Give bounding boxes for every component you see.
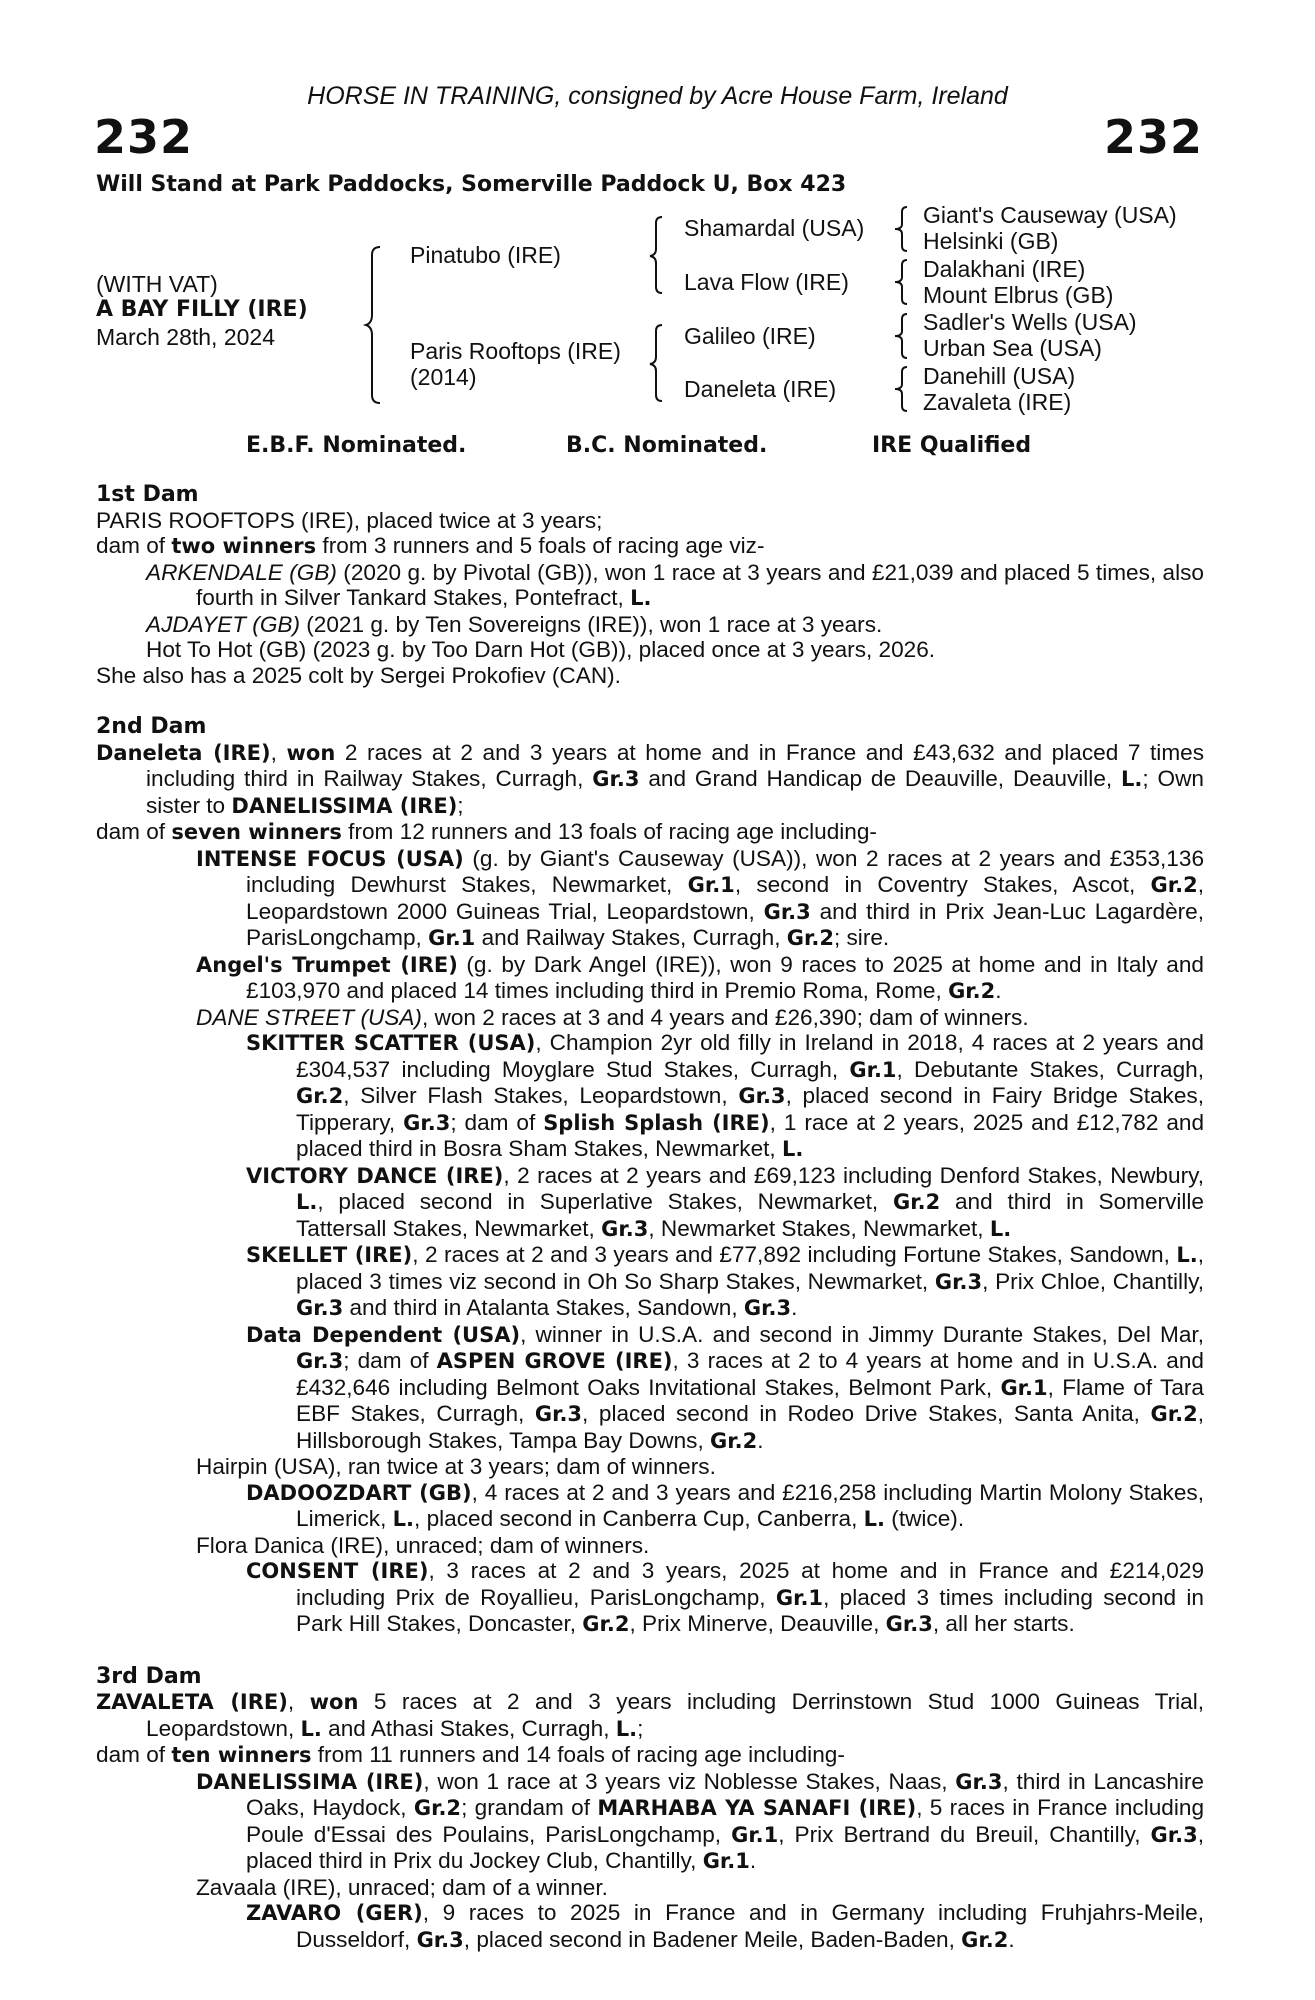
- third-dam-zavaleta: ZAVALETA (IRE), won 5 races at 2 and 3 years including Derrinstown Stud 1000 Guineas Trial, Leopardstown, L. and Athasi Stakes, Curragh, L.;: [96, 1689, 1204, 1741]
- sire-dam: Lava Flow (IRE): [684, 269, 849, 295]
- produce-skitter-scatter: SKITTER SCATTER (USA), Champion 2yr old filly in Ireland in 2018, 4 races at 2 years and £304,537 including Moyglare Stud Stakes, Curragh, Gr.1, Debutante Stakes, Curragh, Gr.2, Silver Flash Stakes, Leopardstown, Gr.3, placed second in Fairy Bridge Stakes, Tipperary, Gr.3; dam of Splish Splash (IRE), 1 race at 2 years, 2025 and £12,782 and placed third in Bosra Sham Stakes, Newmarket, L.: [246, 1030, 1205, 1161]
- produce-dadoozdart: DADOOZDART (GB), 4 races at 2 and 3 years and £216,258 including Martin Molony Stakes, Limerick, L., placed second in Canberra Cup, Canberra, L. (twice).: [246, 1479, 1204, 1531]
- gen3-8: Zavaleta (IRE): [923, 389, 1072, 415]
- catalogue-body: [96, 482, 1204, 1953]
- produce-ajdayet: AJDAYET (GB) (2021 g. by Ten Sovereigns (IRE)), won 1 race at 3 years.: [146, 611, 883, 637]
- third-dam-produce: dam of ten winners from 11 runners and 14 foals of racing age including-: [96, 1742, 845, 1767]
- produce-danelissima: DANELISSIMA (IRE), won 1 race at 3 years viz Noblesse Stakes, Naas, Gr.3, third in Lancashire Oaks, Haydock, Gr.2; grandam of MARHABA YA SANAFI (IRE), 5 races in France including Poule d'Essai des Poulains, ParisLongchamp, Gr.1, Prix Bertrand du Breuil, Chantilly, Gr.3, placed third in Prix du Jockey Club, Chantilly, Gr.1.: [196, 1768, 1205, 1873]
- consignor-line: HORSE IN TRAINING, consigned by Acre House Farm, Ireland: [307, 82, 1008, 110]
- second-dam-produce: dam of seven winners from 12 runners and 13 foals of racing age including-: [96, 819, 877, 844]
- second-dam-daneleta: Daneleta (IRE), won 2 races at 2 and 3 years at home and in France and £43,632 and placed 7 times including third in Railway Stakes, Curragh, Gr.3 and Grand Handicap de Deauville, Deauville, L.; Own sister to DANELISSIMA (IRE);: [96, 739, 1205, 818]
- dam-sire: Galileo (IRE): [684, 323, 816, 349]
- third-dam-heading: 3rd Dam: [96, 1663, 202, 1689]
- lot-number-right: 232: [1103, 110, 1203, 164]
- bc-nomination: B.C. Nominated.: [566, 433, 768, 458]
- gen3-2: Helsinki (GB): [923, 228, 1059, 254]
- second-dam-heading: 2nd Dam: [96, 714, 207, 739]
- dam-name: Paris Rooftops (IRE): [410, 338, 621, 364]
- produce-skellet: SKELLET (IRE), 2 races at 2 and 3 years and £77,892 including Fortune Stakes, Sandown, L., placed 3 times viz second in Oh So Sharp Stakes, Newmarket, Gr.3, Prix Chloe, Chantilly, Gr.3 and third in Atalanta Stakes, Sandown, Gr.3.: [246, 1242, 1204, 1320]
- ebf-nomination: E.B.F. Nominated.: [246, 433, 467, 458]
- gen3-3: Dalakhani (IRE): [923, 256, 1086, 282]
- produce-data-dependent: Data Dependent (USA), winner in U.S.A. and second in Jimmy Durante Stakes, Del Mar, Gr.3; dam of ASPEN GROVE (IRE), 3 races at 2 to 4 years at home and in U.S.A. and £432,646 including Belmont Oaks Invitational Stakes, Belmont Park, Gr.1, Flame of Tara EBF Stakes, Curragh, Gr.3, placed second in Rodeo Drive Stakes, Santa Anita, Gr.2, Hillsborough Stakes, Tampa Bay Downs, Gr.2.: [246, 1321, 1204, 1453]
- produce-2025-colt: She also has a 2025 colt by Sergei Prokofiev (CAN).: [96, 662, 621, 688]
- pedigree-bracket-g2: [895, 258, 909, 306]
- pedigree-bracket-g4: [895, 365, 909, 413]
- produce-hairpin: Hairpin (USA), ran twice at 3 years; dam of winners.: [196, 1454, 716, 1479]
- first-dam-produce: dam of two winners from 3 runners and 5 foals of racing age viz-: [96, 533, 765, 558]
- produce-flora-danica: Flora Danica (IRE), unraced; dam of winners.: [196, 1532, 650, 1558]
- produce-victory-dance: VICTORY DANCE (IRE), 2 races at 2 years and £69,123 including Denford Stakes, Newbury, L., placed second in Superlative Stakes, Newmarket, Gr.2 and third in Somerville Tattersall Stakes, Newmarket, Gr.3, Newmarket Stakes, Newmarket, L.: [246, 1162, 1205, 1241]
- pedigree-bracket-main: [366, 245, 386, 405]
- gen3-4: Mount Elbrus (GB): [923, 282, 1114, 308]
- lot-number-left: 232: [94, 110, 194, 164]
- produce-angels-trumpet: Angel's Trumpet (IRE) (g. by Dark Angel (IRE)), won 9 races to 2025 at home and in Italy and £103,970 and placed 14 times including third in Premio Roma, Rome, Gr.2.: [196, 951, 1204, 1003]
- stabling-line: Will Stand at Park Paddocks, Somerville Paddock U, Box 423: [96, 172, 847, 197]
- produce-consent: CONSENT (IRE), 3 races at 2 and 3 years, 2025 at home and in France and £214,029 including Prix de Royallieu, ParisLongchamp, Gr.1, placed 3 times including second in Park Hill Stakes, Doncaster, Gr.2, Prix Minerve, Deauville, Gr.3, all her starts.: [246, 1558, 1205, 1636]
- pedigree-bracket-sire: [650, 215, 666, 295]
- gen3-5: Sadler's Wells (USA): [923, 309, 1137, 335]
- pedigree-bracket-dam: [650, 323, 666, 403]
- sire-sire: Shamardal (USA): [684, 215, 865, 241]
- produce-zavaro: ZAVARO (GER), 9 races to 2025 in France and in Germany including Fruhjahrs-Meile, Dusseldorf, Gr.3, placed second in Badener Meile, Baden-Baden, Gr.2.: [246, 1900, 1204, 1952]
- produce-intense-focus: INTENSE FOCUS (USA) (g. by Giant's Causeway (USA)), won 2 races at 2 years and £353,136 including Dewhurst Stakes, Newmarket, Gr.1, second in Coventry Stakes, Ascot, Gr.2, Leopardstown 2000 Guineas Trial, Leopardstown, Gr.3 and third in Prix Jean-Luc Lagardère, ParisLongchamp, Gr.1 and Railway Stakes, Curragh, Gr.2; sire.: [196, 845, 1205, 950]
- produce-dane-street: DANE STREET (USA), won 2 races at 3 and 4 years and £26,390; dam of winners.: [196, 1004, 1029, 1030]
- dam-dam: Daneleta (IRE): [684, 376, 837, 402]
- gen3-1: Giant's Causeway (USA): [923, 202, 1177, 228]
- produce-arkendale: ARKENDALE (GB) (2020 g. by Pivotal (GB)), won 1 race at 3 years and £21,039 and placed 5 times, also fourth in Silver Tankard Stakes, Pontefract, L.: [146, 559, 1204, 610]
- dam-year: (2014): [410, 364, 477, 390]
- first-dam-heading: 1st Dam: [96, 482, 199, 507]
- ire-qualified: IRE Qualified: [872, 433, 1032, 458]
- gen3-7: Danehill (USA): [923, 363, 1076, 389]
- horse-name: A BAY FILLY (IRE): [96, 297, 308, 322]
- gen3-6: Urban Sea (USA): [923, 335, 1102, 361]
- produce-hot-to-hot: Hot To Hot (GB) (2023 g. by Too Darn Hot (GB)), placed once at 3 years, 2026.: [146, 637, 936, 662]
- foaling-date: March 28th, 2024: [96, 324, 276, 350]
- sire-name: Pinatubo (IRE): [410, 242, 561, 268]
- pedigree-bracket-g1: [895, 205, 909, 253]
- produce-zavaala: Zavaala (IRE), unraced; dam of a winner.: [196, 1874, 608, 1900]
- vat-label: (WITH VAT): [96, 271, 218, 297]
- first-dam-line: PARIS ROOFTOPS (IRE), placed twice at 3 years;: [96, 507, 603, 533]
- pedigree-bracket-g3: [895, 312, 909, 360]
